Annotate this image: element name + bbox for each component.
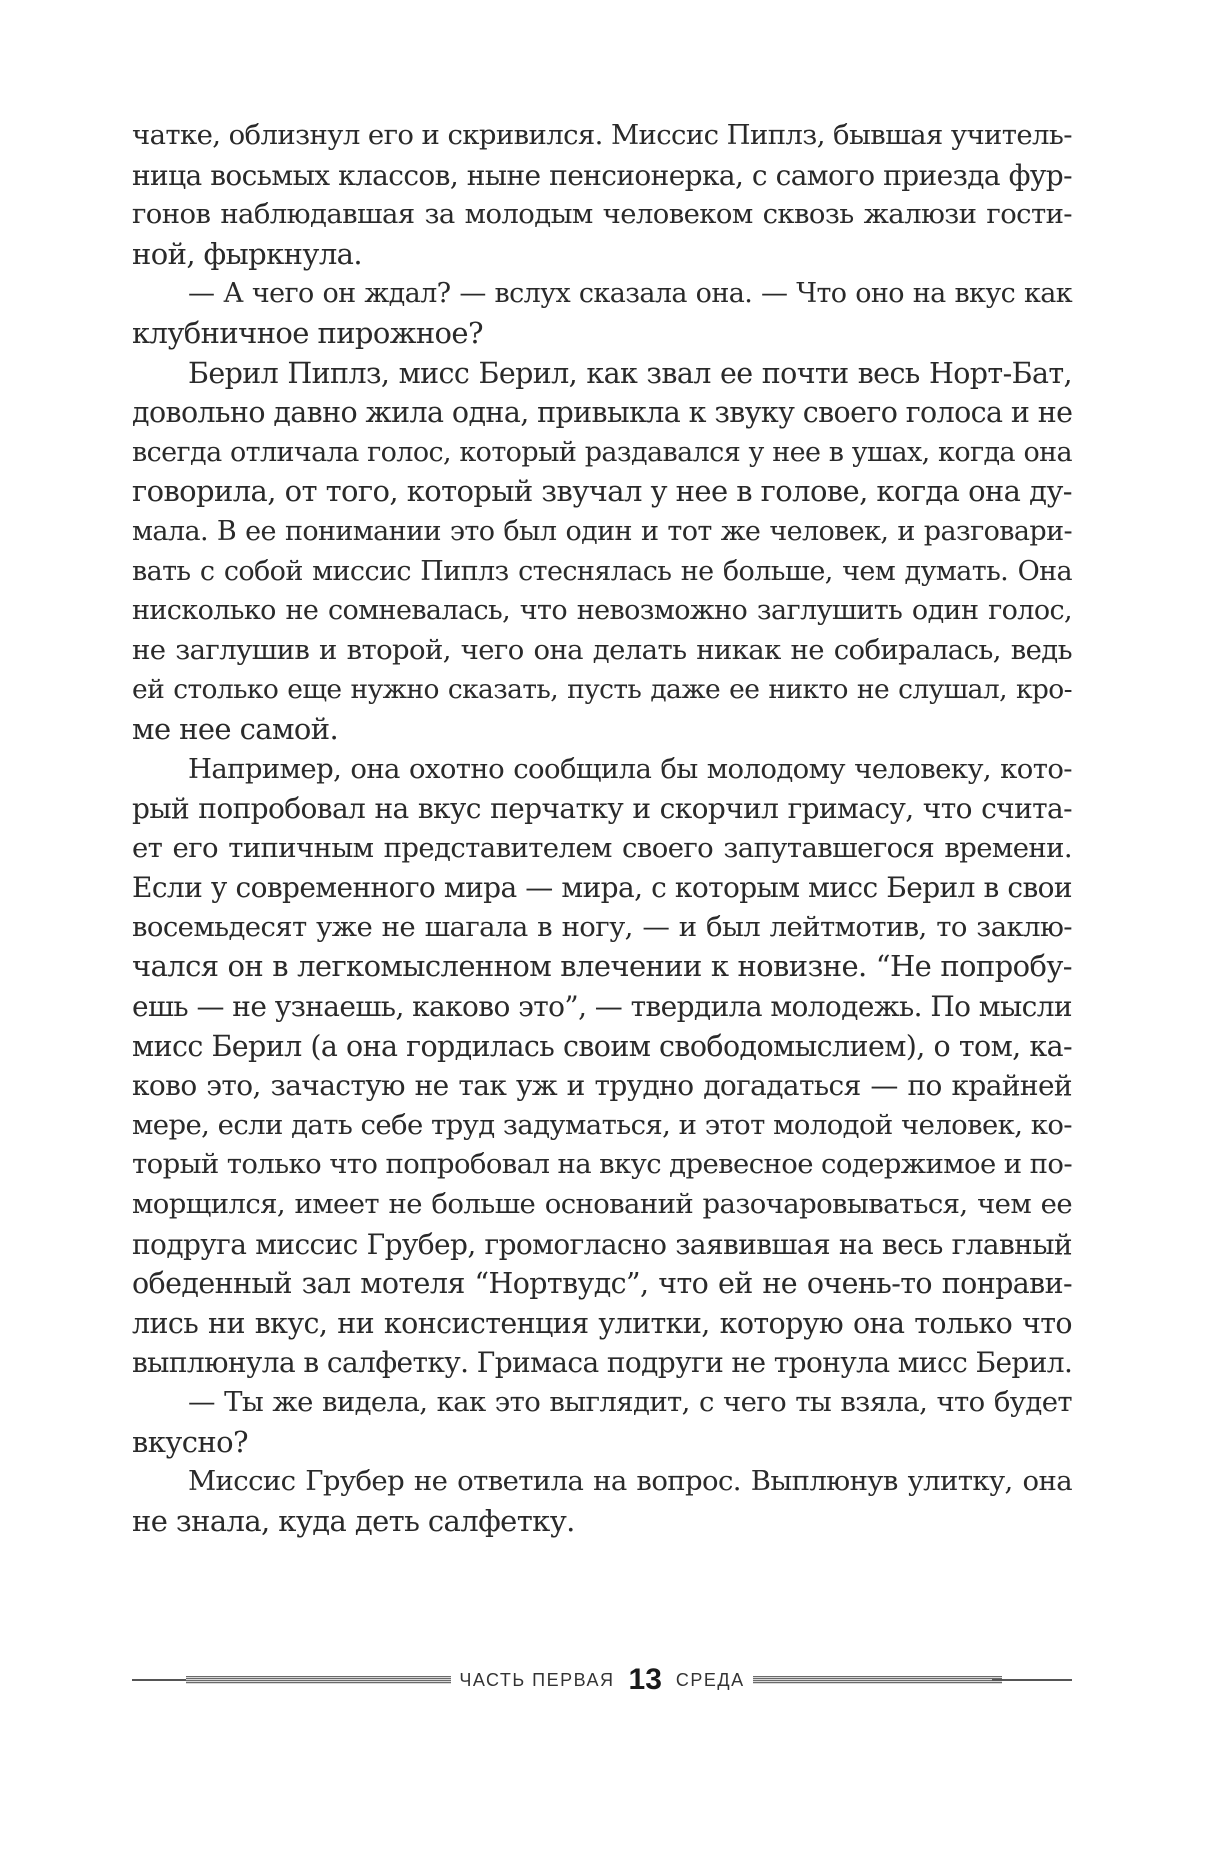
body-text	[132, 116, 1072, 1541]
text-line: ница восьмых классов, ныне пенсионерка, с самого приезда фур-	[132, 158, 1072, 192]
text-line: обеденный зал мотеля “Нортвудс”, что ей не очень-то понрави-	[132, 1267, 1072, 1301]
text-line: довольно давно жила одна, привыкла к звуку своего голоса и не	[132, 396, 1073, 430]
text-line: чался он в легкомысленном влечении к новизне. “Не попробу-	[132, 949, 1072, 984]
text-line: гонов наблюдавшая за молодым человеком сквозь жалюзи гости-	[132, 198, 1072, 231]
running-footer	[132, 1660, 1072, 1700]
text-line: ме нее самой.	[132, 711, 339, 746]
text-line: не знала, куда деть салфетку.	[132, 1503, 575, 1538]
text-line: выплюнула в салфетку. Гримаса подруги не тронула мисс Берил.	[132, 1346, 1073, 1380]
text-line: клубничное пирожное?	[132, 315, 483, 350]
footer-rule-right	[753, 1660, 1072, 1700]
text-line: подруга миссис Грубер, громогласно заявившая на весь главный	[132, 1227, 1072, 1261]
text-line: вать с собой миссис Пиплз стеснялась не больше, чем думать. Она	[132, 555, 1072, 587]
footer-part-label: ЧАСТЬ ПЕРВАЯ	[459, 1669, 615, 1690]
footer-day-label: СРЕДА	[675, 1669, 745, 1690]
text-line: ково это, зачастую не так уж и трудно догадаться — по крайней	[132, 1069, 1072, 1103]
footer-rule-left	[132, 1660, 451, 1700]
text-line: морщился, имеет не больше оснований разочаровываться, чем ее	[132, 1188, 1072, 1221]
text-line: Например, она охотно сообщила бы молодому человеку, кото-	[188, 752, 1072, 785]
text-line: чатке, облизнул его и скривился. Миссис Пиплз, бывшая учитель-	[132, 119, 1072, 151]
footer-rule-right-thick	[753, 1676, 1002, 1684]
footer-rule-right-thin	[992, 1679, 1072, 1681]
text-line: торый только что попробовал на вкус древесное содержимое и по-	[132, 1148, 1073, 1181]
text-line: мере, если дать себе труд задуматься, и этот молодой человек, ко-	[132, 1108, 1072, 1141]
footer-rule-left-thick	[186, 1676, 451, 1684]
text-line: восемьдесят уже не шагала в ногу, — и был лейтмотив, то заклю-	[132, 910, 1072, 943]
text-line: ной, фыркнула.	[132, 236, 362, 271]
text-line: лись ни вкус, ни консистенция улитки, которую она только что	[132, 1306, 1072, 1340]
text-line: ешь — не узнаешь, каково это”, — твердила молодежь. По мысли	[132, 990, 1072, 1024]
text-line: вкусно?	[132, 1424, 248, 1459]
text-line: всегда отличала голос, который раздавался у нее в ушах, когда она	[132, 436, 1072, 468]
text-line: Берил Пиплз, мисс Берил, как звал ее почти весь Норт-Бат,	[188, 356, 1072, 390]
text-line: Миссис Грубер не ответила на вопрос. Выплюнув улитку, она	[188, 1465, 1072, 1498]
text-line: — А чего он ждал? — вслух сказала она. — Что оно на вкус как	[188, 278, 1072, 310]
text-line: нисколько не сомневалась, что невозможно заглушить один голос,	[132, 595, 1072, 627]
text-line: не заглушив и второй, чего она делать никак не собиралась, ведь	[132, 633, 1072, 666]
text-line: говорила, от того, который звучал у нее в голове, когда она ду-	[132, 474, 1072, 509]
text-line: — Ты же видела, как это выглядит, с чего ты взяла, что будет	[188, 1386, 1072, 1418]
text-line: ей столько еще нужно сказать, пусть даже ее никто не слушал, кро-	[132, 674, 1072, 706]
text-line: рый попробовал на вкус перчатку и скорчил гримасу, что счита-	[132, 792, 1072, 826]
text-line: Если у современного мира — мира, с которым мисс Берил в свои	[132, 871, 1072, 905]
text-line: ет его типичным представителем своего запутавшегося времени.	[132, 831, 1072, 864]
page-number: 13	[628, 1663, 662, 1696]
text-line: мала. В ее понимании это был один и тот же человек, и разговари-	[132, 515, 1072, 547]
text-line: мисс Берил (а она гордилась своим свободомыслием), о том, ка-	[132, 1029, 1072, 1063]
